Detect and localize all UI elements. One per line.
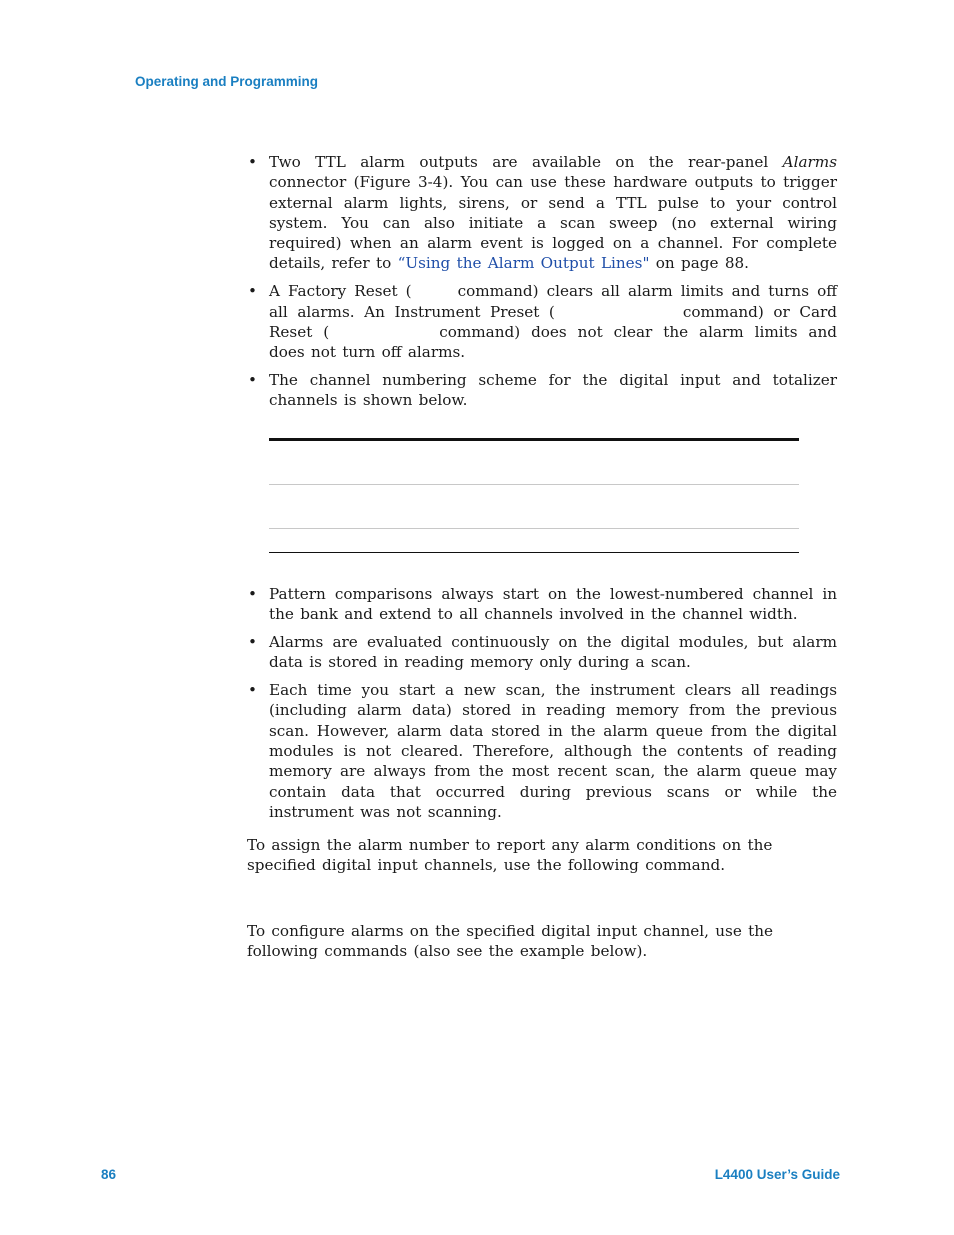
guide-title: L4400 User’s Guide	[714, 1167, 840, 1182]
body-paragraph: To configure alarms on the specified digital input channel, use the following commands (also see the example below).	[247, 922, 774, 961]
list-item	[247, 370, 837, 411]
list-item: • Each time you start a new scan, the instrument clears all readings (including alarm data) stored in reading memory from the previous scan. However, alarm data stored in the alarm queue from the digital modules is not cleared. Therefore, although the contents of reading memory are always from the most recent scan, the alarm queue may contain data that occurred during previous scans or while the instrument was not scanning.	[247, 680, 837, 822]
bullet-list-bottom	[247, 584, 837, 830]
alarm-output-lines-link[interactable]: “Using the Alarm Output Lines"	[397, 254, 650, 273]
list-item-text: connector (Figure 3-4). You can use these hardware outputs to trigger external alarm lights, sirens, or send a TTL pulse to your control system. You can also initiate a scan sweep (no external wiring required) when an alarm event is logged on a channel. For complete details, refer to	[269, 173, 837, 273]
list-item-text: command) or Card Reset (	[269, 302, 838, 341]
list-item-text: A Factory Reset (	[269, 282, 412, 301]
page-number: 86	[101, 1167, 117, 1182]
list-item: • Pattern comparisons always start on the lowest-numbered channel in the bank and extend to all channels involved in the channel width.	[247, 584, 837, 625]
list-item	[247, 281, 837, 362]
alarms-connector-name: Alarms	[782, 153, 837, 171]
list-item-text: The channel numbering scheme for the digital input and totalizer channels is shown below.	[269, 370, 837, 410]
table-row-divider	[269, 484, 799, 485]
bullet-list-top	[247, 152, 837, 418]
list-item-text: command) does not clear the alarm limits and does not turn off alarms.	[269, 322, 837, 362]
table-row-divider	[269, 528, 799, 529]
list-item: • Alarms are evaluated continuously on the digital modules, but alarm data is stored in reading memory only during a scan.	[247, 632, 837, 673]
list-item-text: command) clears all alarm limits and turns off all alarms. An Instrument Preset (	[269, 282, 838, 321]
table-bottom-rule	[269, 552, 799, 553]
body-paragraph: To assign the alarm number to report any alarm conditions on the specified digital input channels, use the following command.	[247, 836, 773, 875]
table-top-rule	[269, 438, 799, 441]
list-item	[247, 152, 837, 274]
list-item-text: on page 88.	[649, 254, 750, 273]
section-title: Operating and Programming	[135, 74, 319, 89]
list-item-text: Two TTL alarm outputs are available on the rear-panel	[269, 153, 783, 171]
